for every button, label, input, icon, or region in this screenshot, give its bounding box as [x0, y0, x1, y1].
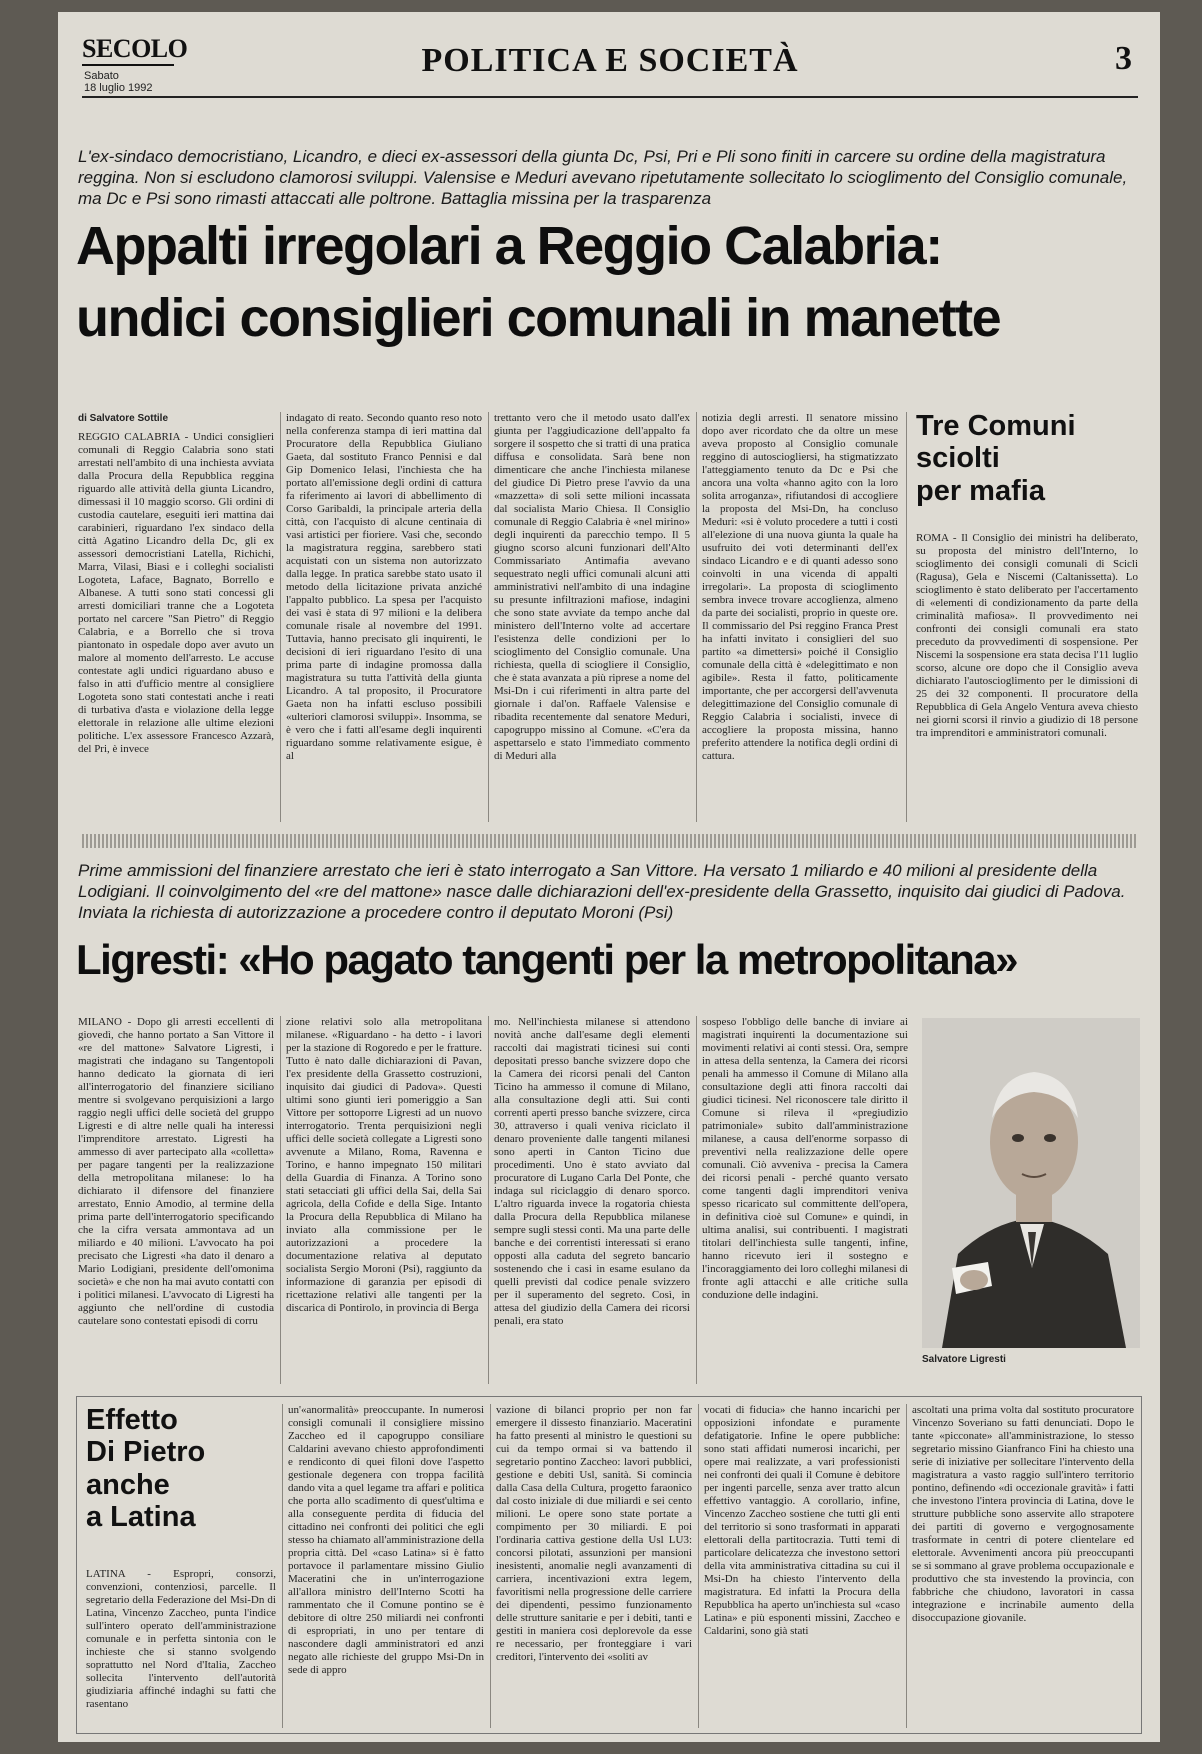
issue-date: 18 luglio 1992	[84, 82, 153, 94]
column-rule	[280, 1016, 281, 1384]
box-latina-title	[86, 1404, 205, 1534]
section-divider	[82, 834, 1138, 848]
box-latina-column-4: vocati di fiducia» che hanno incarichi per opposizioni infondate e puramente defatigatorie. Infine le opere pubbliche: sono stati affidati numerosi incarichi, per opere mai realizzate, a vari professionisti nei confronti dei quali il Comune è debitore per ingenti parcelle, senza aver tratto alcun effettivo vantaggio. A corollario, infine, Vincenzo Zaccheo sostiene che tutti gli enti del territorio si sono trasformati in apparati elettorali della partitocrazia. Tutti temi di particolare delicatezza che investono settori della vita amministrativa cittadina su cui il Msi-Dn ha chiesto l'intervento della magistratura. Ed infatti la Procura della Repubblica ha aperto un'inchiesta sul «caso Latina» e più esponenti missini, Zaccheo e Caldarini, sono già stati	[704, 1404, 900, 1637]
photo-caption: Salvatore Ligresti	[922, 1354, 1006, 1365]
newspaper-page	[58, 12, 1160, 1742]
article2-column-1: MILANO - Dopo gli arresti eccellenti di giovedì, che hanno portato a San Vittore il «re del mattone» Salvatore Ligresti, i magistrati che indagano su Tangentopoli hanno dedicato la giornata di ieri all'interrogatorio del finanziere siciliano mentre si svolgevano perquisizioni a largo raggio negli uffici delle società del gruppo Ligresti e di altre nelle quali ha interessi l'imprenditore arrestato. Ligresti ha ammesso di aver partecipato alla «colletta» per pagare tangenti per la realizzazione della metropolitana milanese: lo ha dichiarato il difensore del finanziere arrestato, Ennio Amodio, al termine della prima parte dell'interrogatorio specificando che la cifra versata ammontava ad un miliardo e 40 milioni. L'avvocato ha poi precisato che Ligresti «ha dato il denaro a Mario Lodigiani, presidente dell'omonima società» e che non ha mai avuto contatti con i politici milanesi. L'avvocato di Ligresti ha aggiunto che nell'ordine di custodia cautelare sono contestati episodi di corru	[78, 1016, 274, 1327]
column-rule	[280, 412, 281, 822]
box-latina-column-1: LATINA - Espropri, consorzi, convenzioni, contenziosi, parcelle. Il segretario della Federazione del Msi-Dn di Latina, Vincenzo Zaccheo, punta l'indice sull'intero operato dell'amministrazione comunale e in perfetta sintonia con le inchieste che si stanno svolgendo soprattutto nel Nord d'Italia, Zaccheo sollecita l'intervento dell'autorità giudiziaria affinché indaghi su fatti che rasentano	[86, 1568, 276, 1710]
box-latina-title-line3: anche	[86, 1468, 170, 1501]
article1-kicker: L'ex-sindaco democristiano, Licandro, e dieci ex-assessori della giunta Dc, Psi, Pri e Pli sono finiti in carcere su ordine della magistratura reggina. Non si escludono clamorosi sviluppi. Valensise e Meduri avevano ripetutamente sollecitato lo scioglimento del Consiglio comunale, ma Dc e Psi sono rimasti attaccati alle poltrone. Battaglia missina per la trasparenza	[78, 147, 1128, 208]
article2-column-4: sospeso l'obbligo delle banche di inviare ai magistrati inquirenti la documentazione sui movimenti relativi ai conti stessi. Ora, sempre in attesa della sentenza, la Camera dei ricorsi penali ha ammesso il Comune di Milano alla consultazione degli atti finora raccolti dai giudici ticinesi. Nel riconoscere tale diritto il Comune si rileva il «pregiudizio patrimoniale» subito dall'amministrazione milanese, a causa dell'enorme sorpasso di preventivi nella realizzazione delle opere comunali. Ciò avveniva - precisa la Camera dei ricorsi penali - perché quanto versato come tangenti dagli imprenditori veniva spesso ricaricato sul committente dell'opera, in definitiva cioè sul Comune» e quindi, in ultima analisi, sui contribuenti. I magistrati titolari dell'inchiesta sulle tangenti, infine, hanno ricevuto ieri il sostegno e l'incoraggiamento dei loro colleghi milanesi di fronte agli attacchi e alle critiche sulla conduzione delle indagini.	[702, 1016, 908, 1301]
page-number: 3	[1115, 40, 1132, 77]
column-rule	[490, 1404, 491, 1728]
box-latina-column-5: ascoltati una prima volta dal sostituto procuratore Vincenzo Soveriano su fatti denunciati. Dopo le tante «picconate» all'amministrazione, lo stesso segretario missino Gianfranco Fini ha chiesto una serie di iniziative per sollecitare l'intervento della magistratura a vasto raggio sull'intero territorio pontino, definendo «di occezionale gravità» i fatti che investono l'intera provincia di Latina, dove le strutture pubbliche sono asservite allo strapotere dei partiti di governo e vergognosamente trasformate in centri di potere clientelare ed elettorale. Avvenimenti ancora più preoccupanti se si sommano al grave problema occupazionale e produttivo che sta investendo la provincia, con fabbriche che chiudono, lavoratori in cassa integrazione e incrinabile aumento della disoccupazione giovanile.	[912, 1404, 1134, 1624]
masthead	[82, 26, 1138, 98]
article1-byline: di Salvatore Sottile	[78, 413, 169, 424]
article1-headline-line1: Appalti irregolari a Reggio Calabria:	[76, 216, 942, 276]
portrait-illustration	[922, 1018, 1140, 1348]
box-latina-column-2: un'«anormalità» preoccupante. In numerosi consigli comunali il consigliere missino Zaccheo ed il capogruppo consiliare Caldarini avevano chiesto approfondimenti e rendiconto di quei filoni dove l'aspetto gestionale degenera con troppa facilità dando vita a quel legame tra affari e politica che porta allo scadimento di quest'ultima e alla conseguente perdita di fiducia del cittadino nei confronti dei politici che egli stesso ha chiamato all'amministrazione della propria città. Del «caso Latina» si è fatto portavoce il parlamentare missino Giulio Maceratini che in un'interrogazione all'allora ministro dell'Interno Scotti ha rammentato che il Comune pontino se è debitore di oltre 250 miliardi nei confronti di espropriati, in uno per tentare di nascondere dagli amministratori ed anzi negato alle richieste del gruppo Msi-Dn in sede di appro	[288, 1404, 484, 1676]
article1-column-1	[78, 412, 274, 822]
box-latina-column-3: vazione di bilanci proprio per non far emergere il dissesto finanziario. Maceratini ha fatto presenti al ministro le questioni su cui da tempo ormai si va battendo il segretario pontino Zaccheo: lavori pubblici, gestione e debiti Usl, sanità. Si comincia dalla Casa della Cultura, progetto faraonico dal costo iniziale di due miliardi e sei cento milioni. Le opere sono state portate a compimento per 30 miliardi. E poi l'ordinaria cattiva gestione della Usl LU3: concorsi pilotati, assunzioni per mansioni inesistenti, anomalie negli avanzamenti di carriera, incentivazioni extra legem, favoritismi nella progressione delle carriere dei dipendenti, pessimo funzionamento delle strutture sanitarie e per i debiti, tanti e gestiti in maniera così deplorevole da esse re necessario, per fronteggiare i vari creditori, l'intervento dei «soliti av	[496, 1404, 692, 1663]
column-rule	[698, 1404, 699, 1728]
issue-day: Sabato	[84, 70, 119, 82]
column-rule	[488, 1016, 489, 1384]
article2-kicker: Prime ammissioni del finanziere arrestato che ieri è stato interrogato a San Vittore. Ha versato 1 miliardo e 40 milioni al presidente della Lodigiani. Il coinvolgimento del «re del mattone» nasce dalle dichiarazioni dell'ex-presidente della Grassetto, inquisito dai giudici di Padova. Inviata la richiesta di autorizzazione a procedere contro il deputato Moroni (Psi)	[78, 861, 1126, 922]
box-comuni-title	[916, 410, 1076, 507]
article1-headline-line2: undici consiglieri comunali in manette	[76, 288, 1001, 348]
article1-column-1-text: REGGIO CALABRIA - Undici consiglieri comunali di Reggio Calabria sono stati arrestati nell'ambito di una inchiesta avviata dalla Procura della Repubblica reggina riguardo alle attività della giunta Licandro, dimessasi il 10 maggio scorso. Gli ordini di custodia cautelare, eseguiti ieri mattina dai carabinieri, riguardano l'ex sindaco della città Agatino Licandro della Dc, gli ex assessori democristiani Latella, Richichi, Marra, Vilasi, Biasi e i colleghi socialisti Logoteta, Laface, Bagnato, Borrello e Albanese. A tutti sono stati concessi gli arresti domiciliari tranne che a Logoteta portato nel carcere "San Pietro" di Reggio Calabria, e a Borrello che si trova piantonato in ospedale dopo aver avuto un malore al momento dell'arresto. Le accuse contestate agli undici riguardano abuso e falso in atti d'ufficio mentre al consigliere Logoteta sono stati contestati anche i reati di turbativa d'asta e violazione della legge elettorale in relazione alle ultime elezioni politiche. L'ex assessore Francesco Azzarà, del Pri, è invece	[78, 431, 274, 755]
article2-column-2: zione relativi solo alla metropolitana milanese. «Riguardano - ha detto - i lavori per la stazione di Rogoredo e per le fratture. Tutto è nato dalle dichiarazioni di Pavan, l'ex presidente della Grassetto costruzioni, inquisito dai giudici di Padova». Questi ultimi sono giunti ieri pomeriggio a San Vittore per sottoporre Ligresti ad un nuovo interrogatorio. Trenta perquisizioni negli uffici delle società collegate a Ligresti sono avvenute a Milano, Roma, Ravenna e Torino, e hanno impegnato 150 militari della Guardia di Finanza. A Torino sono stati setacciati gli uffici della Sai, della Sai agricola, della Cofide e della Sige. Intanto la Procura della Repubblica di Milano ha inviato alla commissione per le autorizzazioni a procedere la documentazione relativa al deputato socialista Sergio Moroni (Psi), raggiunto da informazione di garanzia per episodi di ricettazione relativi alle tangenti per la discarica di Pontirolo, in provincia di Berga	[286, 1016, 482, 1314]
section-title: POLITICA E SOCIETÀ	[421, 42, 799, 79]
article1-column-2: indagato di reato. Secondo quanto reso noto nella conferenza stampa di ieri mattina dal Procuratore della Repubblica Giuliano Gaeta, dal sostituto Franco Pennisi e dal Gip Domenico Ielasi, l'inchiesta che ha portato all'emissione degli ordini di cattura fa riferimento ai lavori di abbellimento di Corso Garibaldi, la principale arteria della città, con l'acquisto di alcune centinaia di vasi artistici per fioriere. Vasi che, secondo la magistratura reggina, sarebbero stati acquistati con un sistema non autorizzato dalla legge. In pratica sarebbe stato usato il metodo della licitazione privata anziché l'appalto pubblico. La spesa per l'acquisto dei vasi è stata di 97 milioni e la delibera comunale risale al novembre del 1991. Tuttavia, hanno precisato gli inquirenti, le decisioni di ieri riguardano l'esito di una prima parte di indagine promossa dalla magistratura su tutta l'attività della giunta Licandro. A tal proposito, il Procuratore Gaeta non ha infatti escluso possibili «ulteriori clamorosi sviluppi». Insomma, se è vero che i fatti all'esame degli inquirenti riguardano somme relativamente esigue, è al	[286, 412, 482, 762]
newspaper-brand: SECOLO	[82, 34, 188, 63]
box-latina-title-line1: Effetto	[86, 1404, 178, 1436]
article1-column-4: notizia degli arresti. Il senatore missino dopo aver ricordato che da oltre un mese aveva proposto al Consiglio comunale reggino di autosciogliersi, ha stigmatizzato l'atteggiamento tenuto da Dc e Psi che ancora una volta «hanno agito con la loro solita arroganza», rifiutandosi di accogliere la proposta del Msi-Dn, ha concluso Meduri: «si è voluto procedere a tutti i costi all'elezione di una nuova giunta la quale ha usufruito dei voti determinanti dell'ex sindaco Licandro e e di quanti adesso sono coinvolti in una vicenda di appalti irregolari». La proposta di scioglimento sembra invece trovare accoglienza, almeno da parte dei socialisti, proprio in queste ore. Il commissario del Psi reggino Franca Prest ha infatti invitato i consiglieri del suo partito «a dimettersi» poiché il Consiglio comunale della città è «delegittimato e non agibile». Resta il fatto, politicamente importante, che per accorgersi dell'avvenuta delegittimazione del Consiglio comunale di Reggio Calabria i socialisti, invece di accogliere la proposta missina, hanno preferito attendere la notifica degli ordini di cattura.	[702, 412, 898, 762]
article2-column-3: mo. Nell'inchiesta milanese si attendono novità anche dall'esame degli elementi raccolti dai magistrati ticinesi sui conti depositati presso banche svizzere dopo che la Camera dei ricorsi penali del Canton Ticino ha ammesso il comune di Milano, alla consultazione degli atti. Sui conti correnti aperti presso banche svizzere, circa 30, attraverso i quali veniva riciclato il denaro proveniente dalle tangenti milanesi sono aperti in Canton Ticino due procedimenti. Uno è stato avviato dal procuratore di Lugano Carla Del Ponte, che indaga sul riciclaggio di denaro sporco. L'altro riguarda invece la rogatoria chiesta dalla Procura della Repubblica milanese sempre sugli stessi conti. Ma una parte delle banche e dei correntisti interessati si erano opposti alla caduta del segreto bancario sostenendo che i casi in esame esulano da quelli previsti dal codice penale svizzero per il superamento del segreto. Così, in attesa del giudizio della Camera dei ricorsi penali, era stato	[494, 1016, 690, 1327]
box-comuni-title-line2: sciolti	[916, 442, 1000, 475]
box-comuni-title-line3: per mafia	[916, 474, 1045, 507]
column-rule	[488, 412, 489, 822]
column-rule	[282, 1404, 283, 1728]
ligresti-photo	[922, 1018, 1140, 1348]
column-rule	[696, 1016, 697, 1384]
column-rule	[906, 1404, 907, 1728]
box-comuni-text: ROMA - Il Consiglio dei ministri ha deliberato, su proposta del ministro dell'Interno, lo scioglimento dei consigli comunali di Scicli (Ragusa), Gela e Niscemi (Caltanissetta). Lo scioglimento è stato deliberato per l'accertamento di «elementi di condizionamento da parte della criminalità mafiosa». Il provvedimento nei confronti dei consigli comunali era stato preceduto da provvedimenti di sospensione. Per Niscemi la sospensione era stata decisa l'11 luglio scorso, alcune ore dopo che il Consiglio aveva dichiarato l'autoscioglimento per le dimissioni di 25 dei 32 componenti. Il procuratore della Repubblica di Gela Angelo Ventura aveva chiesto nei giorni scorsi il rinvio a giudizio di 18 persone tra imprenditori e amministratori comunali.	[916, 532, 1138, 739]
box-latina-title-line2: Di Pietro	[86, 1436, 206, 1469]
box-comuni-title-line1: Tre Comuni	[916, 410, 1076, 442]
column-rule	[696, 412, 697, 822]
article1-column-3: trettanto vero che il metodo usato dall'ex giunta per l'aggiudicazione dell'appalto fa sorgere il sospetto che si tratti di una pratica diffusa e consolidata. Sarà bene non dimenticare che anche l'inchiesta milanese del giudice Di Pietro prese l'avvio da una «mazzetta» di soli sette milioni incassata dal socialista Mario Chiesa. Il Consiglio comunale di Reggio Calabria è «nel mirino» degli inquirenti da parecchio tempo. Il 5 giugno scorso alcuni funzionari dell'Alto Commissariato Antimafia avevano sequestrato negli uffici comunali alcuni atti amministrativi nell'ambito di una indagine su presunte infiltrazioni mafiose, indagini che sono state avviate da tempo anche dal ministero dell'Interno volte ad accertare l'esistenza delle condizioni per lo scioglimento del Consiglio comunale. Una richiesta, quella di sciogliere il Consiglio, che è stata avanzata a più riprese a nome del Msi-Dn i cui riferimenti in altra parte del giornale i dal'on. Raffaele Valensise e ribadita recentemente dal senatore Meduri, capogruppo missino al Comune. «C'era da aspettarselo e stato l'immediato commento di Meduri alla	[494, 412, 690, 762]
article2-headline: Ligresti: «Ho pagato tangenti per la metropolitana»	[76, 936, 1017, 983]
column-rule	[906, 412, 907, 822]
box-latina-title-line4: a Latina	[86, 1501, 196, 1534]
